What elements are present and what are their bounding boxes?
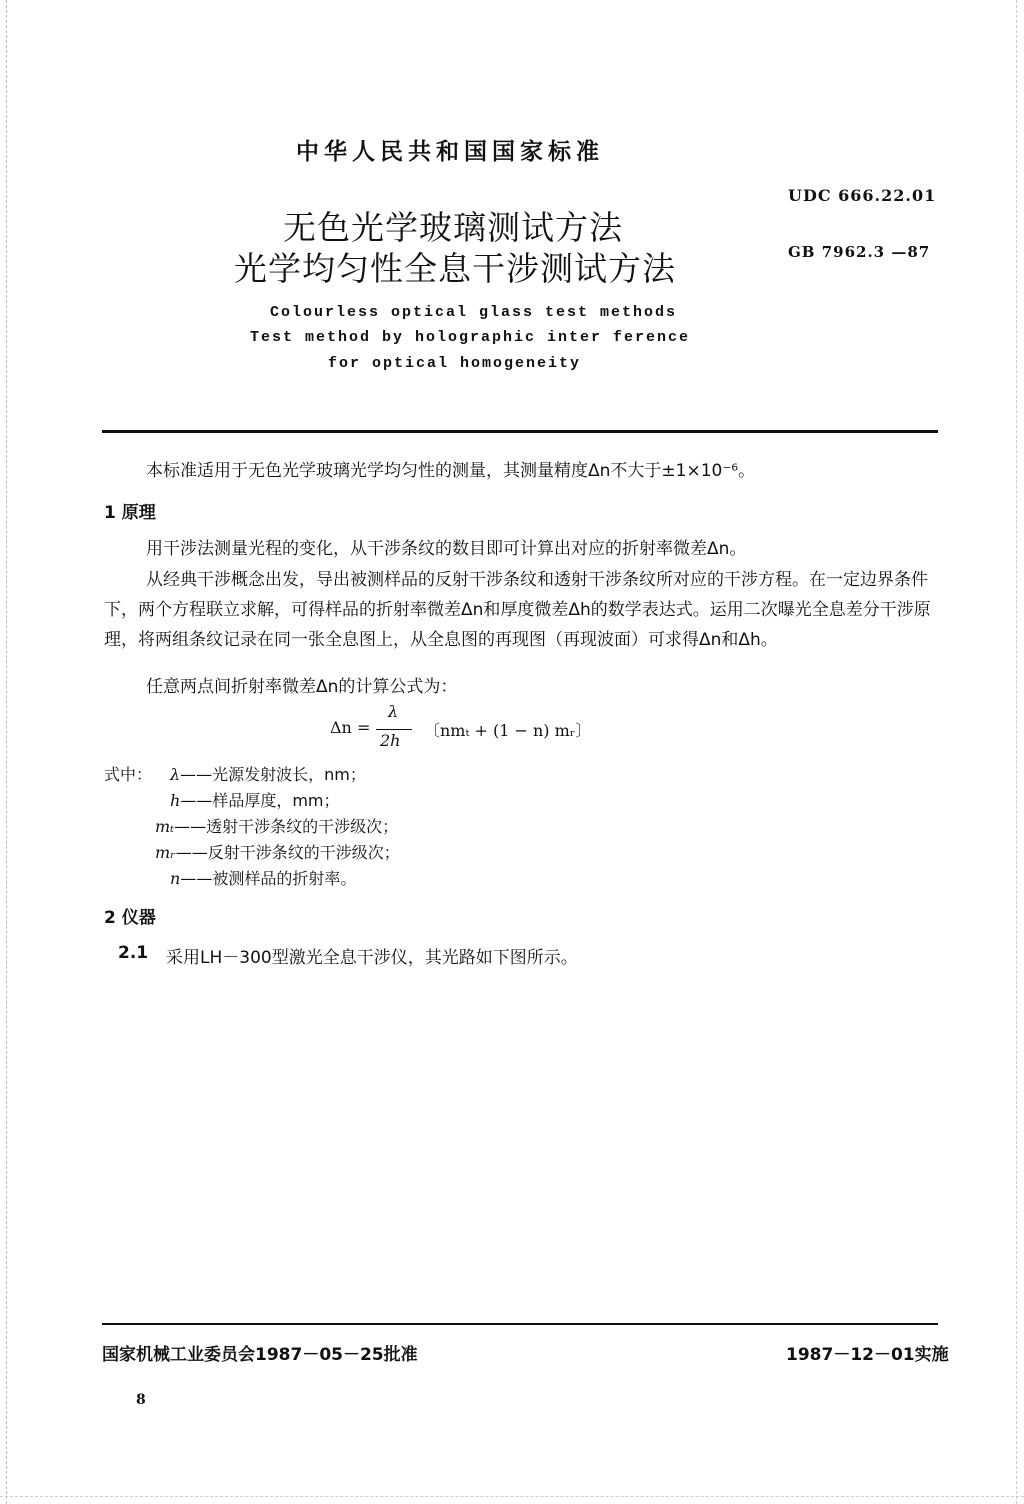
- definition-row: [155, 840, 400, 863]
- definition-text: ——被测样品的折射率。: [180, 869, 357, 888]
- definition-row: [170, 788, 340, 811]
- scan-edge-right: [1016, 0, 1018, 1504]
- definition-symbol: λ: [170, 765, 181, 784]
- formula-fraction-bar: [376, 729, 412, 730]
- formula-lhs: Δn =: [330, 718, 371, 737]
- section2-heading: 2 仪器: [104, 908, 156, 928]
- where-label: 式中：: [104, 765, 153, 784]
- header-divider: [102, 430, 938, 433]
- definition-text: ——光源发射波长，nm；: [180, 765, 366, 784]
- udc-code: UDC 666.22.01: [788, 186, 937, 205]
- definition-symbol: mₜ: [155, 817, 175, 836]
- section2-item-text: 采用LH－300型激光全息干涉仪，其光路如下图所示。: [166, 948, 578, 968]
- section1-paragraph-3: 任意两点间折射率微差Δn的计算公式为：: [146, 677, 458, 697]
- section1-paragraph-2: 从经典干涉概念出发，导出被测样品的反射干涉条纹和透射干涉条纹所对应的干涉方程。在一定边界条件下，两个方程联立求解，可得样品的折射率微差Δn和厚度微差Δh的数学表达式。运用二次曝光全息差分干涉原理，将两组条纹记录在同一张全息图上，从全息图的再现图（再现波面）可求得Δn和Δh。: [104, 570, 931, 650]
- scan-edge-bottom: [0, 1496, 1024, 1498]
- title-en-line1: Colourless optical glass test methods: [270, 304, 678, 321]
- formula-numerator: λ: [388, 702, 399, 721]
- national-standard-heading: 中华人民共和国国家标准: [296, 139, 604, 165]
- page-number: 8: [136, 1392, 146, 1408]
- title-en-line2: Test method by holographic inter ference: [250, 329, 691, 346]
- section1-heading: 1 原理: [104, 503, 156, 523]
- approval-date: 国家机械工业委员会1987－05－25批准: [102, 1345, 418, 1365]
- formula-rhs: 〔nmₜ + (1 − n) mᵣ〕: [424, 721, 592, 740]
- definition-symbol: h: [170, 791, 181, 810]
- section1-paragraph-1: 用干涉法测量光程的变化，从干涉条纹的数目即可计算出对应的折射率微差Δn。: [146, 539, 747, 559]
- definition-row: [170, 762, 366, 785]
- definition-row: [170, 866, 356, 889]
- title-en-line3: for optical homogeneity: [328, 355, 582, 372]
- title-cn-line1: 无色光学玻璃测试方法: [283, 208, 623, 247]
- implementation-date: 1987－12－01实施: [786, 1345, 949, 1365]
- scan-edge-left: [6, 0, 8, 1504]
- definition-text: ——反射干涉条纹的干涉级次；: [175, 843, 400, 862]
- definition-symbol: mᵣ: [155, 843, 176, 862]
- scope-statement: 本标准适用于无色光学玻璃光学均匀性的测量，其测量精度Δn不大于±1×10⁻⁶。: [146, 461, 756, 481]
- formula-denominator: 2h: [380, 731, 401, 750]
- definition-symbol: n: [170, 869, 181, 888]
- title-cn-line2: 光学均匀性全息干涉测试方法: [234, 249, 676, 288]
- footer-divider: [102, 1323, 938, 1325]
- gb-code: GB 7962.3 —87: [788, 243, 931, 261]
- section2-item-number: 2.1: [118, 943, 149, 963]
- definition-text: ——透射干涉条纹的干涉级次；: [174, 817, 399, 836]
- definition-text: ——样品厚度，mm；: [180, 791, 340, 810]
- definition-row: [155, 814, 398, 837]
